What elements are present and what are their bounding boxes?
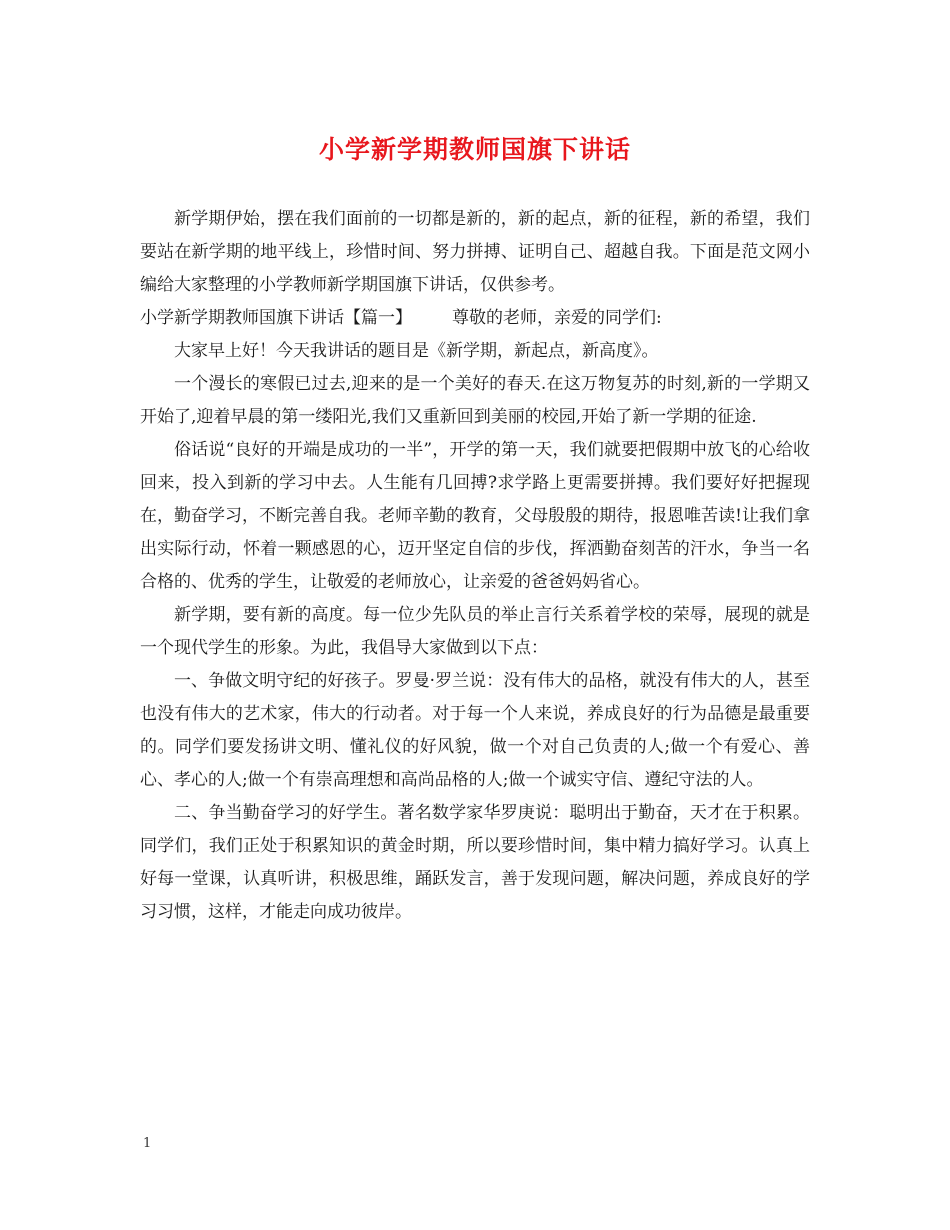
page-number: 1 [143,1136,152,1151]
page-title: 小学新学期教师国旗下讲话 [318,135,631,164]
intro-paragraph: 新学期伊始，摆在我们面前的一切都是新的，新的起点，新的征程，新的希望，我们要站在新学期的地平线上，珍惜时间、努力拼搏、证明自己、超越自我。下面是范文网小编给大家整理的小学教师新学期国旗下讲话，仅供参考。 [140,209,810,295]
body-paragraph: 俗话说“良好的开端是成功的一半”，开学的第一天，我们就要把假期中放飞的心给收回来，投入到新的学习中去。人生能有几回搏?求学路上更需要拼搏。我们要好好把握现在，勤奋学习，不断完善自我。老师辛勤的教育，父母殷殷的期待，报恩唯苦读!让我们拿出实际行动，怀着一颗感恩的心，迈开坚定自信的步伐，挥洒勤奋刻苦的汗水，争当一名合格的、优秀的学生，让敬爱的老师放心，让亲爱的爸爸妈妈省心。 [140,440,810,592]
section-line [140,302,810,335]
salutation: 尊敬的老师，亲爱的同学们: [452,308,662,328]
body-paragraph: 新学期，要有新的高度。每一位少先队员的举止言行关系着学校的荣辱，展现的就是一个现代学生的形象。为此，我倡导大家做到以下点： [140,605,810,658]
section-heading: 小学新学期教师国旗下讲话【篇一】 [140,308,412,328]
body-paragraph: 一、争做文明守纪的好孩子。罗曼·罗兰说：没有伟大的品格，就没有伟大的人，甚至也没有伟大的艺术家，伟大的行动者。对于每一个人来说，养成良好的行为品德是最重要的。同学们要发扬讲文明、懂礼仪的好风貌，做一个对自己负责的人;做一个有爱心、善心、孝心的人;做一个有崇高理想和高尚品格的人;做一个诚实守信、遵纪守法的人。 [140,671,810,790]
body-paragraph: 二、争当勤奋学习的好学生。著名数学家华罗庚说：聪明出于勤奋，天才在于积累。同学们，我们正处于积累知识的黄金时期，所以要珍惜时间，集中精力搞好学习。认真上好每一堂课，认真听讲，积极思维，踊跃发言，善于发现问题，解决问题，养成良好的学习习惯，这样，才能走向成功彼岸。 [140,803,810,922]
document-body [140,203,810,929]
body-paragraph: 大家早上好！今天我讲话的题目是《新学期，新起点，新高度》。 [174,341,659,361]
body-paragraph: 一个漫长的寒假已过去,迎来的是一个美好的春天.在这万物复苏的时刻,新的一学期又开始了,迎着早晨的第一缕阳光,我们又重新回到美丽的校园,开始了新一学期的征途. [140,374,810,427]
